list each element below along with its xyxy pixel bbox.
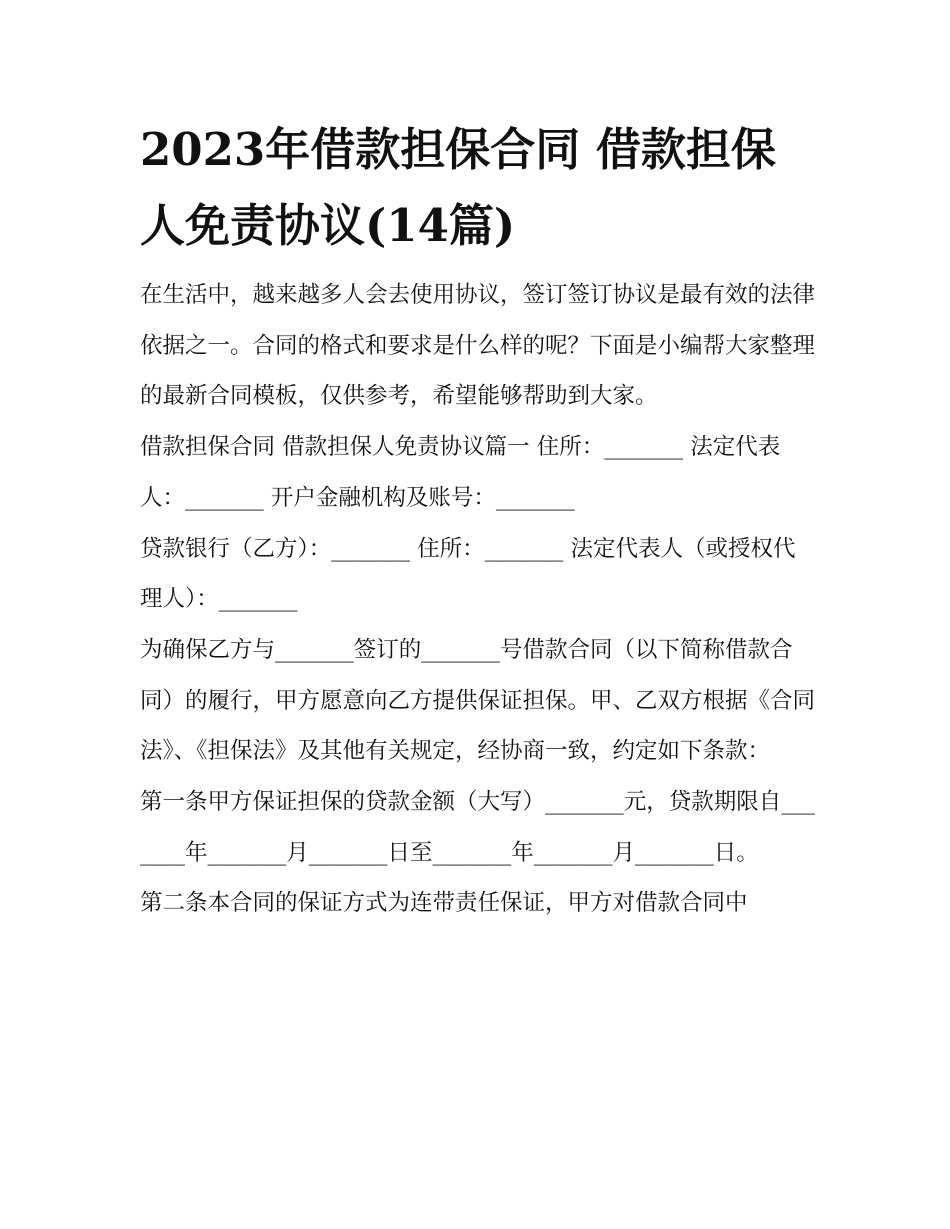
paragraph-intro: 在生活中，越来越多人会去使用协议，签订签订协议是最有效的法律依据之一。合同的格式和要求是什么样的呢？下面是小编帮大家整理的最新合同模板，仅供参考，希望能够帮助到大家。 [140, 282, 816, 410]
paragraph-lender-info: 贷款银行（乙方）：_______ 住所：_______ 法定代表人（或授权代理人）：_______ [140, 535, 796, 613]
document-body [140, 112, 815, 929]
paragraph-article-1: 第一条甲方保证担保的贷款金额（大写）_______元，贷款期限自_______年_______月_______日至_______年_______月_______日。 [140, 789, 816, 866]
paragraph-guarantor-info: 借款担保合同 借款担保人免责协议篇一 住所：_______ 法定代表人：_______ 开户金融机构及账号：_______ [140, 434, 781, 511]
paragraph-purpose: 为确保乙方与_______签订的_______号借款合同（以下简称借款合同）的履行，甲方愿意向乙方提供保证担保。甲、乙双方根据《合同法》、《担保法》及其他有关规定，经协商一致，约定如下条款： [140, 636, 816, 765]
document-title: 2023年借款担保合同 借款担保人免责协议(14篇) [140, 123, 776, 252]
paragraph-article-2: 第二条本合同的保证方式为连带责任保证，甲方对借款合同中 [140, 890, 748, 917]
